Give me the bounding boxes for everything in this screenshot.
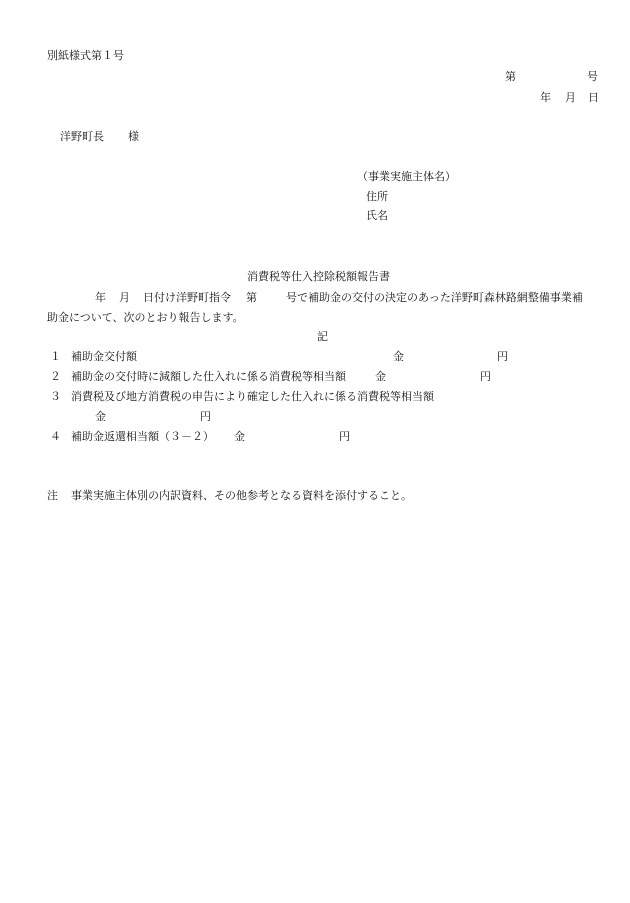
doc-number-prefix: 第 xyxy=(505,70,516,83)
body-line1-rest: 号で補助金の交付の決定のあった洋野町森林路網整備事業補 xyxy=(286,291,583,304)
date-year: 年 xyxy=(540,91,551,104)
body-dai: 第 xyxy=(246,291,257,304)
item-4-label: 補助金返還相当額（３－２） xyxy=(71,430,214,443)
sender-entity-label: （事業実施主体名） xyxy=(357,170,456,183)
body-day-text: 日付け洋野町指令 xyxy=(143,291,231,304)
date-month: 月 xyxy=(565,91,576,104)
item-2-kin: 金 xyxy=(375,370,386,383)
item-3-label: 消費税及び地方消費税の申告により確定した仕入れに係る消費税等相当額 xyxy=(71,390,434,403)
item-4-yen: 円 xyxy=(339,430,350,443)
item-1-yen: 円 xyxy=(497,350,508,363)
item-1-number: １ xyxy=(50,350,61,363)
item-4-kin: 金 xyxy=(234,430,245,443)
note-text: 事業実施主体別の内訳資料、その他参考となる資料を添付すること。 xyxy=(71,489,412,502)
item-1-label: 補助金交付額 xyxy=(71,350,137,363)
body-year: 年 xyxy=(95,291,106,304)
item-2-number: ２ xyxy=(50,370,61,383)
body-month: 月 xyxy=(119,291,130,304)
sender-name-label: 氏名 xyxy=(366,209,388,222)
addressee-name: 洋野町長 xyxy=(60,130,104,143)
ki-marker: 記 xyxy=(317,330,328,343)
addressee-honorific: 様 xyxy=(128,130,139,143)
item-2-yen: 円 xyxy=(480,370,491,383)
sender-address-label: 住所 xyxy=(366,190,388,203)
body-line2: 助金について、次のとおり報告します。 xyxy=(47,311,244,324)
form-label: 別紙様式第１号 xyxy=(47,49,124,62)
doc-number-suffix: 号 xyxy=(587,70,598,83)
document-title: 消費税等仕入控除税額報告書 xyxy=(247,270,390,283)
date-day: 日 xyxy=(588,91,599,104)
item-2-label: 補助金の交付時に減額した仕入れに係る消費税等相当額 xyxy=(71,370,346,383)
item-3-yen: 円 xyxy=(200,410,211,423)
note-prefix: 注 xyxy=(47,489,58,502)
item-3-number: ３ xyxy=(50,390,61,403)
item-3-kin: 金 xyxy=(95,410,106,423)
item-4-number: ４ xyxy=(50,430,61,443)
item-1-kin: 金 xyxy=(393,350,404,363)
